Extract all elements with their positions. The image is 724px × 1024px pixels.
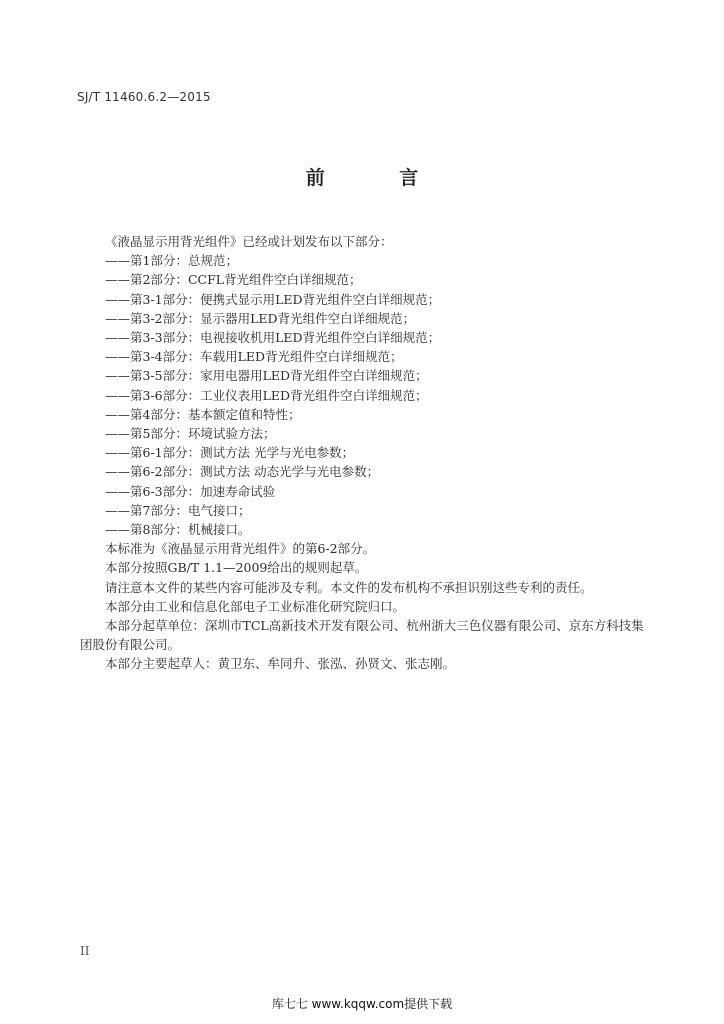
list-item-part-3-2: ——第3-2部分：显示器用LED背光组件空白详细规范； xyxy=(105,310,416,326)
list-item-part-4: ——第4部分：基本额定值和特性； xyxy=(105,406,301,422)
list-item-part-8: ——第8部分：机械接口。 xyxy=(105,522,251,538)
list-item-part-1: ——第1部分：总规范； xyxy=(105,253,238,269)
list-item-part-7: ——第7部分：电气接口； xyxy=(105,502,251,518)
foreword-body xyxy=(80,232,655,674)
paragraph-scope: 本标准为《液晶显示用背光组件》的第6-2部分。 xyxy=(105,541,376,557)
paragraph-patent-notice: 请注意本文件的某些内容可能涉及专利。本文件的发布机构不承担识别这些专利的责任。 xyxy=(105,579,593,595)
standard-code: SJ/T 11460.6.2—2015 xyxy=(77,90,211,104)
list-item-part-3-4: ——第3-4部分：车载用LED背光组件空白详细规范； xyxy=(105,349,403,365)
list-item-part-6-2: ——第6-2部分：测试方法 动态光学与光电参数； xyxy=(105,464,380,480)
page-number: II xyxy=(80,944,90,958)
paragraph-drafting-rules: 本部分按照GB/T 1.1—2009给出的规则起草。 xyxy=(105,560,368,576)
list-item-part-3-5: ——第3-5部分：家用电器用LED背光组件空白详细规范； xyxy=(105,368,428,384)
paragraph-drafters: 本部分主要起草人：黄卫东、牟同升、张泓、孙贤文、张志刚。 xyxy=(105,656,456,672)
paragraph-intro: 《液晶显示用背光组件》已经或计划发布以下部分： xyxy=(105,234,393,249)
list-item-part-3-3: ——第3-3部分：电视接收机用LED背光组件空白详细规范； xyxy=(105,330,441,346)
paragraph-administration: 本部分由工业和信息化部电子工业标准化研究院归口。 xyxy=(105,598,406,614)
list-item-part-6-3: ——第6-3部分：加速寿命试验 xyxy=(105,483,276,499)
list-item-part-5: ——第5部分：环境试验方法； xyxy=(105,426,276,442)
download-source-note: 库七七 www.kqqw.com提供下载 xyxy=(271,997,453,1011)
list-item-part-3-6: ——第3-6部分：工业仪表用LED背光组件空白详细规范； xyxy=(105,387,428,403)
list-item-part-6-1: ——第6-1部分：测试方法 光学与光电参数； xyxy=(105,445,355,461)
list-item-part-3-1: ——第3-1部分：便携式显示用LED背光组件空白详细规范； xyxy=(105,291,441,307)
list-item-part-2: ——第2部分：CCFL背光组件空白详细规范； xyxy=(105,272,362,288)
section-title: 前 言 xyxy=(305,167,453,189)
paragraph-drafting-units: 本部分起草单位：深圳市TCL高新技术开发有限公司、杭州浙大三色仪器有限公司、京东方科技集团股份有限公司。 xyxy=(80,618,644,653)
